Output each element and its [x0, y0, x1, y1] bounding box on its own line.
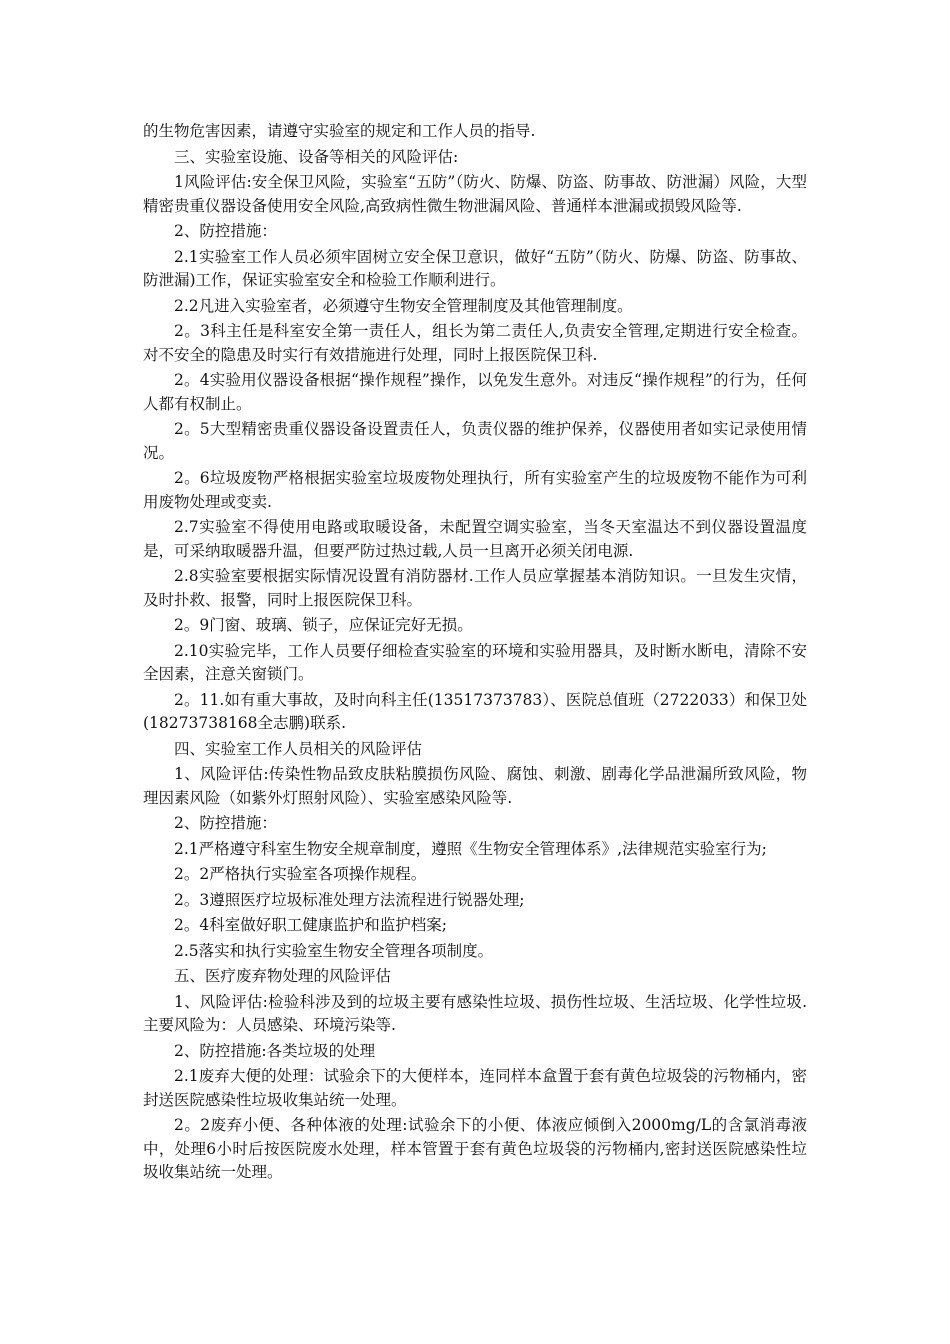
paragraph: 2.7实验室不得使用电路或取暖设备，未配置空调实验室，当冬天室温达不到仪器设置温度是，可采纳取暖器升温，但要严防过热过载,人员一旦离开必须关闭电源. [143, 518, 807, 560]
paragraph: 的生物危害因素，请遵守实验室的规定和工作人员的指导. [143, 122, 536, 140]
paragraph: 2。4科室做好职工健康监护和监护档案; [174, 916, 447, 934]
paragraph: 2。6垃圾废物严格根据实验室垃圾废物处理执行，所有实验室产生的垃圾废物不能作为可利用废物处理或变卖. [143, 469, 807, 511]
paragraph: 2。3科主任是科室安全第一责任人，组长为第二责任人,负责安全管理,定期进行安全检查。对不安全的隐患及时实行有效措施进行处理，同时上报医院保卫科. [143, 322, 807, 364]
paragraph: 2。2严格执行实验室各项操作规程。 [174, 865, 427, 883]
paragraph: 2.5落实和执行实验室生物安全管理各项制度。 [174, 941, 494, 960]
paragraph: 2.8实验室要根据实际情况设置有消防器材.工作人员应掌握基本消防知识。一旦发生灾情，及时扑救、报警，同时上报医院保卫科。 [143, 567, 807, 609]
paragraph: 2。5大型精密贵重仪器设备设置责任人，负责仪器的维护保养，仪器使用者如实记录使用情况。 [143, 420, 807, 462]
paragraph: 2.1废弃大便的处理：试验余下的大便样本，连同样本盒置于套有黄色垃圾袋的污物桶内，密封送医院感染性垃圾收集站统一处理。 [143, 1067, 807, 1109]
paragraph: 2.2凡进入实验室者，必须遵守生物安全管理制度及其他管理制度。 [174, 296, 633, 315]
subheading: 2、防控措施:各类垃圾的处理 [174, 1041, 376, 1060]
paragraph: 1、风险评估:检验科涉及到的垃圾主要有感染性垃圾、损伤性垃圾、生活垃圾、化学性垃圾.主要风险为：人员感染、环境污染等. [143, 992, 807, 1034]
paragraph: 1风险评估:安全保卫风险，实验室“五防”（防火、防爆、防盗、防事故、防泄漏）风险，大型精密贵重仪器设备使用安全风险,高致病性微生物泄漏风险、普通样本泄漏或损毁风险等. [143, 173, 807, 215]
paragraph: 2。2废弃小便、各种体液的处理:试验余下的小便、体液应倾倒入2000mg/L的含氯消毒液中，处理6小时后按医院废水处理，样本管置于套有黄色垃圾袋的污物桶内,密封送医院感染性垃圾收集站统一处理。 [143, 1116, 807, 1181]
section-heading: 三、实验室设施、设备等相关的风险评估: [174, 147, 459, 166]
paragraph: 2.10实验完毕，工作人员要仔细检查实验室的环境和实验用器具，及时断水断电，清除不安全因素，注意关窗锁门。 [143, 641, 807, 683]
paragraph: 2。3遵照医疗垃圾标准处理方法流程进行锐器处理; [174, 890, 525, 909]
section-heading: 四、实验室工作人员相关的风险评估 [174, 739, 423, 758]
paragraph: 2。4实验用仪器设备根据“操作规程”操作，以免发生意外。对违反“操作规程”的行为，任何人都有权制止。 [143, 371, 807, 413]
subheading: 2、防控措施： [174, 222, 277, 240]
paragraph: 2。11.如有重大事故，及时向科主任(13517373783）、医院总值班（2722033）和保卫处(18273738168全志鹏)联系. [143, 690, 807, 732]
section-heading: 五、医疗废弃物处理的风险评估 [174, 967, 392, 985]
paragraph: 2.1实验室工作人员必须牢固树立安全保卫意识，做好“五防”（防火、防爆、防盗、防事故、防泄漏)工作，保证实验室安全和检验工作顺利进行。 [143, 247, 807, 289]
document-page [143, 120, 807, 1187]
paragraph: 2。9门窗、玻璃、锁子，应保证完好无损。 [174, 616, 473, 634]
subheading: 2、防控措施： [174, 814, 277, 832]
paragraph: 1、风险评估:传染性物品致皮肤粘膜损伤风险、腐蚀、刺激、剧毒化学品泄漏所致风险，物理因素风险（如紫外灯照射风险）、实验室感染风险等. [143, 765, 807, 807]
paragraph: 2.1严格遵守科室生物安全规章制度，遵照《生物安全管理体系》,法律规范实验室行为; [174, 839, 767, 858]
